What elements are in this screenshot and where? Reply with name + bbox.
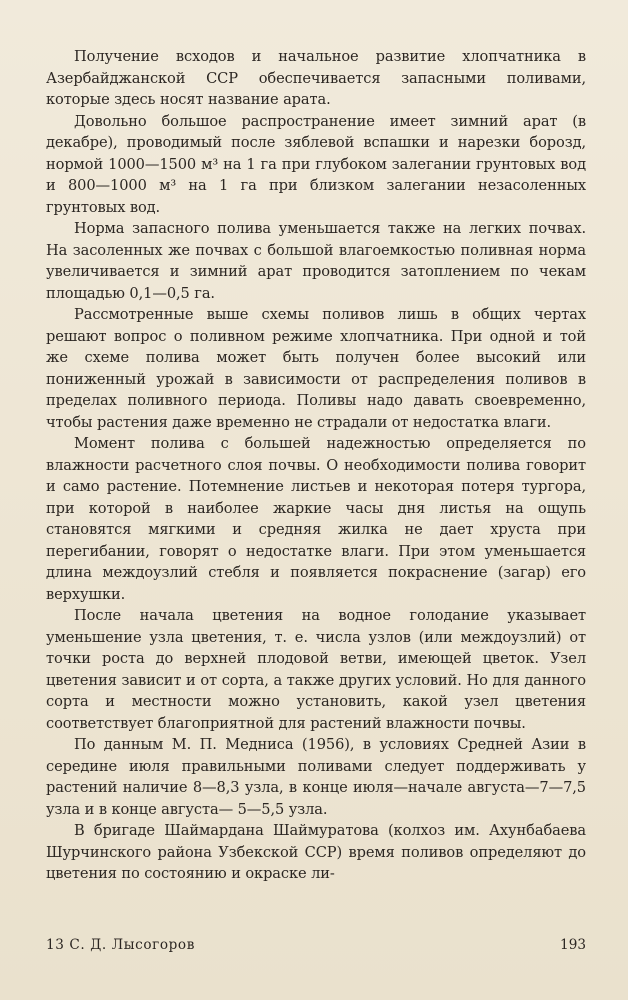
printer-signature: 13 С. Д. Лысогоров bbox=[46, 937, 195, 953]
page-footer bbox=[46, 935, 586, 955]
page-number: 193 bbox=[560, 937, 586, 953]
paragraph: Норма запасного полива уменьшается также на легких почвах. На засоленных же почвах с большой влагоемкостью поливная норма увеличивается и зимний арат проводится затоплением по чекам площадью 0,1—0,5 га. bbox=[46, 220, 586, 302]
paragraph: В бригаде Шаймардана Шаймуратова (колхоз им. Ахунбабаева Шурчинского района Узбекской ССР) время поливов определяют до цветения по состоянию и окраске ли- bbox=[46, 822, 586, 882]
paragraph: Получение всходов и начальное развитие хлопчатника в Азербайджанской ССР обеспечивается запасными поливами, которые здесь носят название арата. bbox=[46, 48, 586, 108]
body-text bbox=[46, 46, 586, 885]
paragraph: По данным М. П. Меднисa (1956), в условиях Средней Азии в середине июля правильными поливами следует поддерживать у растений наличие 8—8,3 узла, в конце июля—начале августа—7—7,5 узла и в конце августа— 5—5,5 узла. bbox=[46, 736, 586, 818]
paragraph: После начала цветения на водное голодание указывает уменьшение узла цветения, т. е. числа узлов (или междоузлий) от точки роста до верхней плодовой ветви, имеющей цветок. Узел цветения зависит и от сорта, а также других условий. Но для данного сорта и местности можно установить, какой узел цветения соответствует благоприятной для растений влажности почвы. bbox=[46, 607, 586, 732]
paragraph: Довольно большое распространение имеет зимний арат (в декабре), проводимый после зяблевой вспашки и нарезки борозд, нормой 1000—1500 м³ на 1 га при глубоком залегании грунтовых вод и 800—1000 м³ на 1 га при близком залегании незасоленных грунтовых вод. bbox=[46, 112, 586, 216]
paragraph: Рассмотренные выше схемы поливов лишь в общих чертах решают вопрос о поливном режиме хлопчатника. При одной и той же схеме полива может быть получен более высокий или пониженный урожай в зависимости от распределения поливов в пределах поливного периода. Поливы надо давать своевременно, чтобы растения даже временно не страдали от недостатка влаги. bbox=[46, 306, 586, 431]
paragraph: Момент полива с большей надежностью определяется по влажности расчетного слоя почвы. О необходимости полива говорит и само растение. Потемнение листьев и некоторая потеря тургора, при которой в наиболее жаркие часы дня листья на ощупь становятся мягкими и средняя жилка не дает хруста при перегибании, говорят о недостатке влаги. При этом уменьшается длина междоузлий стебля и появляется покраснение (загар) его верхушки. bbox=[46, 435, 586, 603]
